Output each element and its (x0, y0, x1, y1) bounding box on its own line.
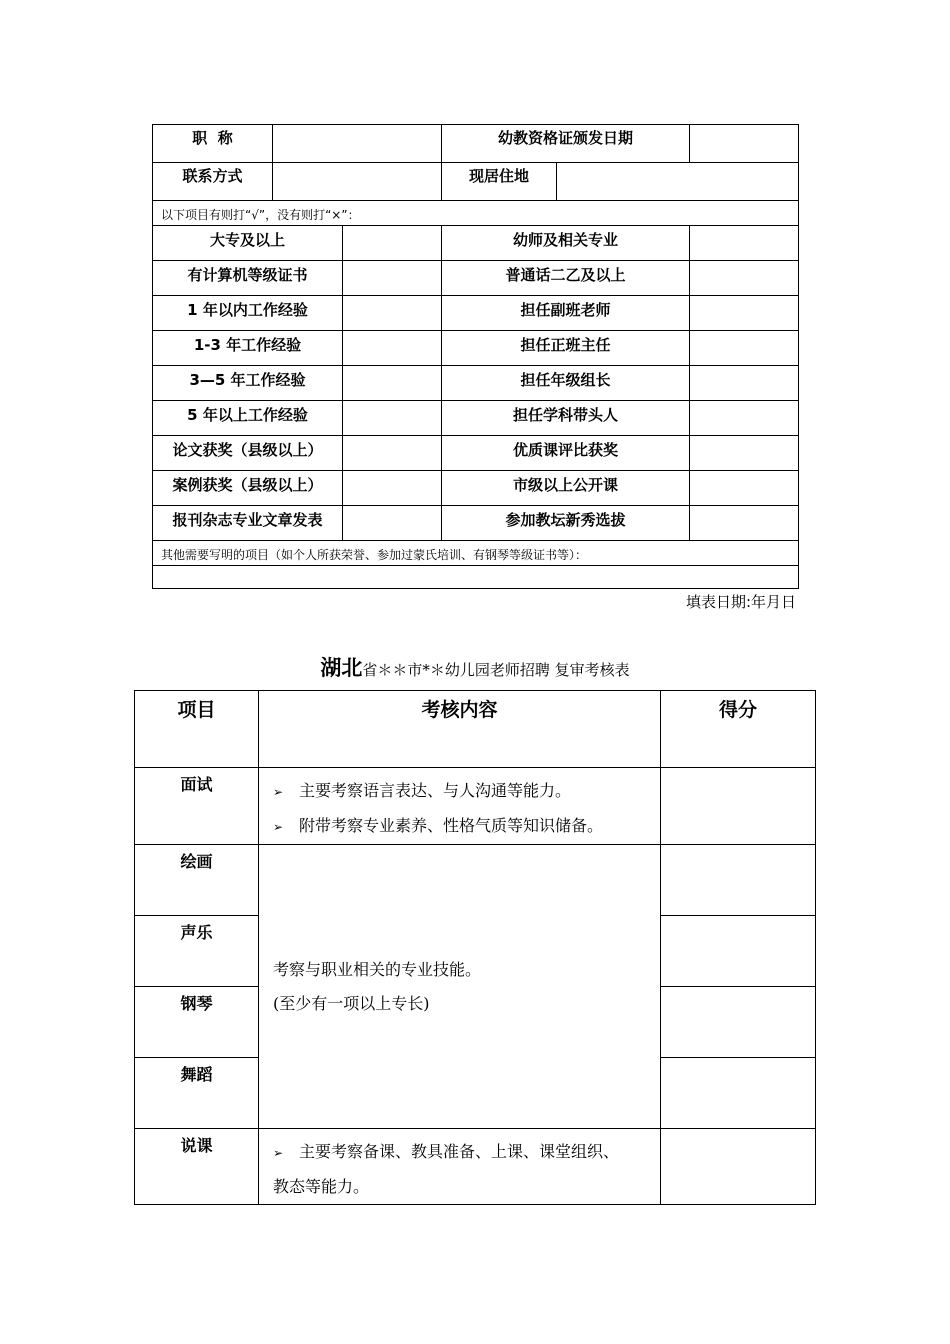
check-cell[interactable] (343, 331, 442, 366)
review-assessment-table (134, 690, 816, 1205)
arrow-bullet-icon: ➢ (273, 1146, 284, 1160)
item-label: 1 年以内工作经验 (153, 296, 343, 331)
item-label: 案例获奖（县级以上） (153, 471, 343, 506)
interview-point: 主要考察语言表达、与人沟通等能力。 (299, 781, 572, 800)
piano-label: 钢琴 (135, 987, 259, 1058)
residence-label: 现居住地 (442, 163, 557, 201)
other-items-instruction: 其他需要写明的项目（如个人所获荣誉、参加过蒙氏培训、有钢琴等级证书等）： (153, 541, 799, 566)
lecture-point: 主要考察备课、教具准备、上课、课堂组织、 (299, 1142, 620, 1161)
vocal-music-label: 声乐 (135, 916, 259, 987)
check-cell[interactable] (343, 471, 442, 506)
check-cell[interactable] (343, 261, 442, 296)
check-cell[interactable] (343, 366, 442, 401)
check-cell[interactable] (690, 296, 799, 331)
header-score: 得分 (661, 691, 816, 768)
check-cell[interactable] (690, 226, 799, 261)
item-label: 5 年以上工作经验 (153, 401, 343, 436)
header-item: 项目 (135, 691, 259, 768)
check-cell[interactable] (343, 506, 442, 541)
item-label: 参加教坛新秀选拔 (442, 506, 690, 541)
applicant-info-table (152, 124, 799, 589)
title-label: 职 称 (153, 125, 273, 163)
item-label: 担任副班老师 (442, 296, 690, 331)
item-label: 论文获奖（县级以上） (153, 436, 343, 471)
list-item (273, 1135, 660, 1170)
skills-text: 考察与职业相关的专业技能。 (273, 959, 482, 979)
score-cell[interactable] (661, 1058, 816, 1129)
score-cell[interactable] (661, 768, 816, 845)
item-label: 3—5 年工作经验 (153, 366, 343, 401)
fill-date-label: 填表日期:年月日 (686, 593, 797, 611)
title-input-cell[interactable] (273, 125, 442, 163)
check-cell[interactable] (690, 366, 799, 401)
lecture-label: 说课 (135, 1129, 259, 1205)
item-label: 幼师及相关专业 (442, 226, 690, 261)
check-cell[interactable] (690, 261, 799, 296)
list-item (273, 774, 660, 809)
item-label: 优质课评比获奖 (442, 436, 690, 471)
score-cell[interactable] (661, 845, 816, 916)
check-cell[interactable] (690, 436, 799, 471)
item-label: 报刊杂志专业文章发表 (153, 506, 343, 541)
interview-content (259, 768, 661, 845)
other-items-input-cell[interactable] (153, 566, 799, 589)
residence-input-cell[interactable] (557, 163, 799, 201)
dance-label: 舞蹈 (135, 1058, 259, 1129)
lecture-point-continued: 教态等能力。 (273, 1177, 370, 1196)
item-label: 大专及以上 (153, 226, 343, 261)
item-label: 普通话二乙及以上 (442, 261, 690, 296)
title-province: 湖北 (320, 656, 363, 680)
check-cell[interactable] (690, 471, 799, 506)
arrow-bullet-icon: ➢ (273, 785, 284, 799)
check-instruction: 以下项目有则打“√”，没有则打“×”： (153, 201, 799, 226)
check-cell[interactable] (343, 401, 442, 436)
item-label: 市级以上公开课 (442, 471, 690, 506)
review-table-title (0, 652, 950, 682)
check-cell[interactable] (690, 506, 799, 541)
skills-content (259, 845, 661, 1129)
check-cell[interactable] (343, 226, 442, 261)
contact-input-cell[interactable] (273, 163, 442, 201)
check-cell[interactable] (343, 296, 442, 331)
header-content: 考核内容 (259, 691, 661, 768)
cert-date-label: 幼教资格证颁发日期 (442, 125, 690, 163)
check-cell[interactable] (690, 331, 799, 366)
skills-note: (至少有一项以上专长) (273, 993, 430, 1013)
arrow-bullet-icon: ➢ (273, 820, 284, 834)
drawing-label: 绘画 (135, 845, 259, 916)
check-cell[interactable] (343, 436, 442, 471)
item-label: 1-3 年工作经验 (153, 331, 343, 366)
item-label: 担任学科带头人 (442, 401, 690, 436)
cert-date-input-cell[interactable] (690, 125, 799, 163)
interview-point: 附带考察专业素养、性格气质等知识储备。 (299, 816, 604, 835)
score-cell[interactable] (661, 1129, 816, 1205)
contact-label: 联系方式 (153, 163, 273, 201)
score-cell[interactable] (661, 916, 816, 987)
title-rest: 省＊＊市*＊幼儿园老师招聘 复审考核表 (362, 661, 630, 679)
item-label: 担任年级组长 (442, 366, 690, 401)
item-label: 担任正班主任 (442, 331, 690, 366)
lecture-content (259, 1129, 661, 1205)
item-label: 有计算机等级证书 (153, 261, 343, 296)
interview-label: 面试 (135, 768, 259, 845)
list-item (273, 809, 660, 844)
check-cell[interactable] (690, 401, 799, 436)
score-cell[interactable] (661, 987, 816, 1058)
